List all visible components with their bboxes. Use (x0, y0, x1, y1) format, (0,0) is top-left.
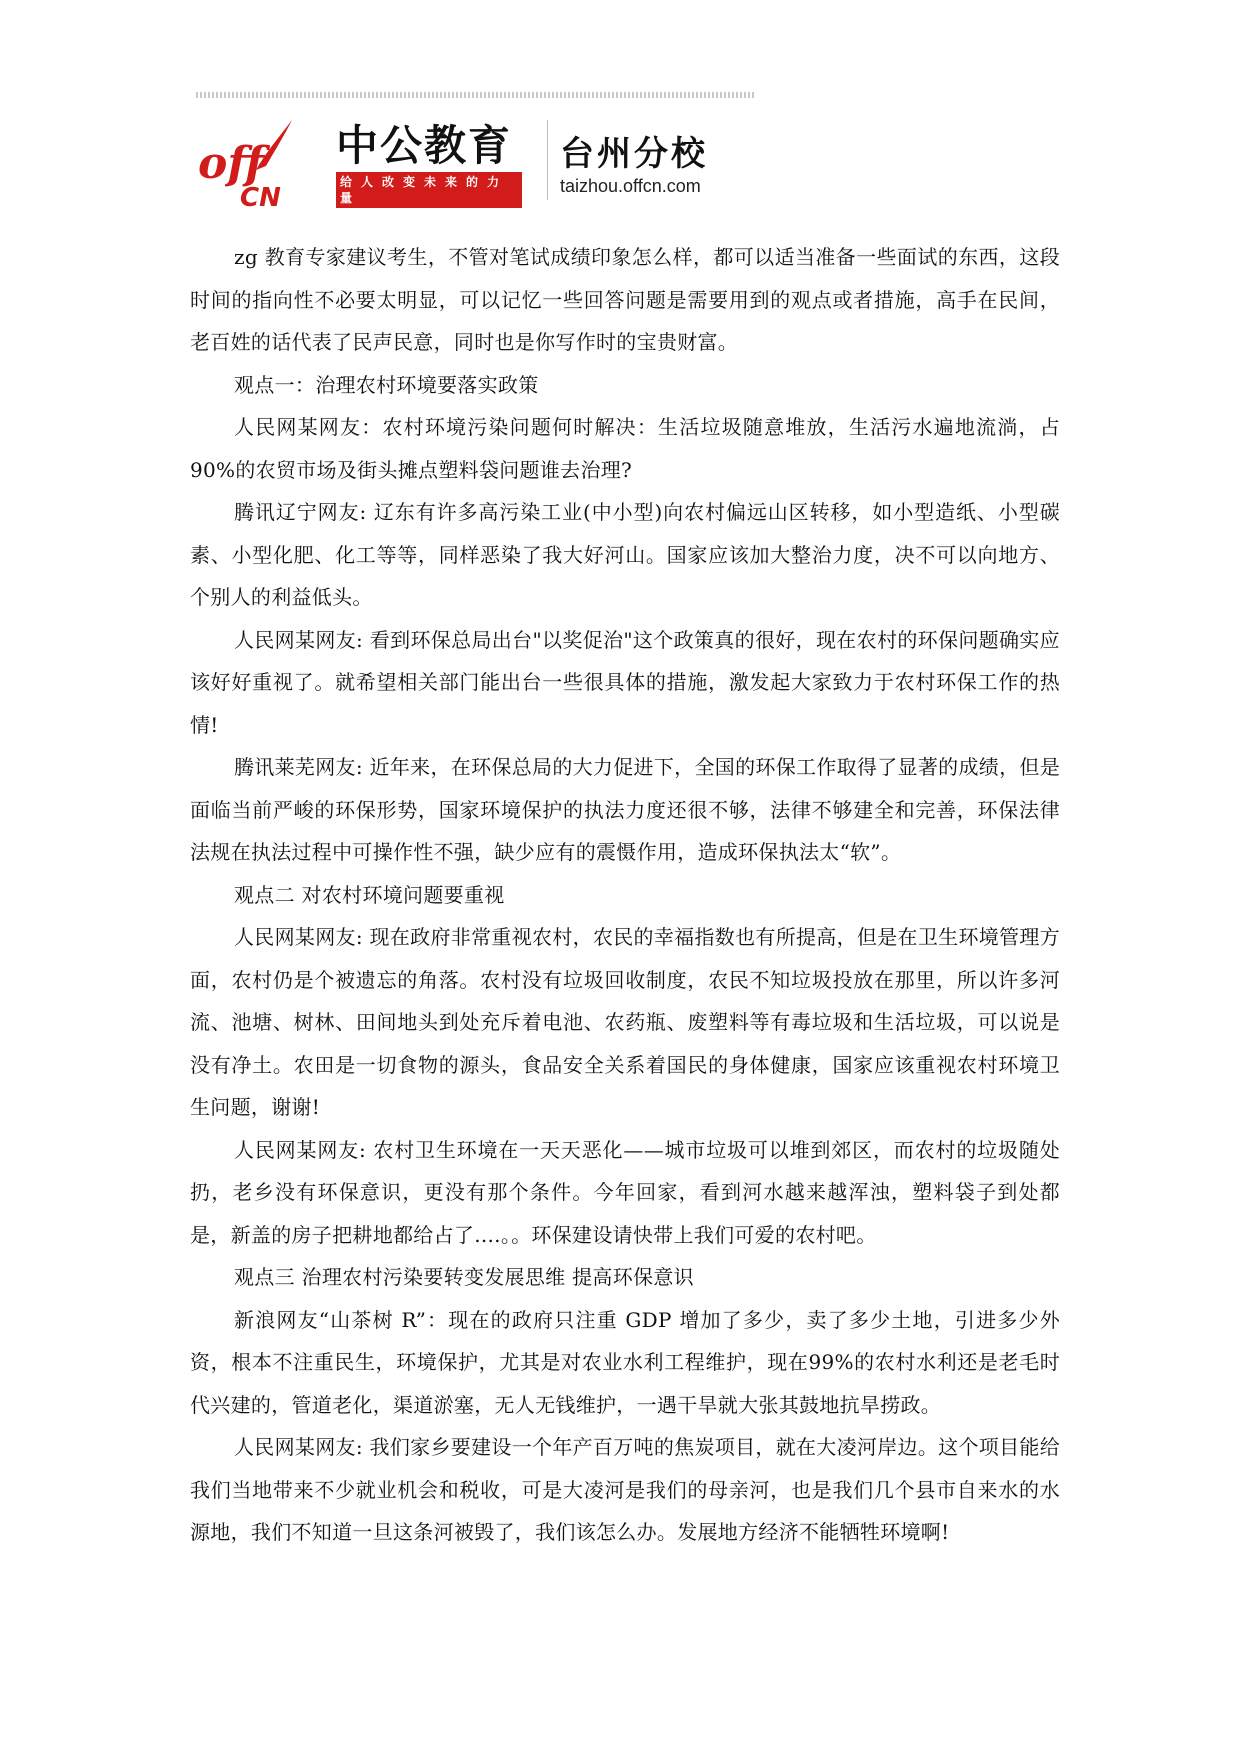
brand-slogan: 给人改变未来的力量 (336, 172, 522, 208)
comment-paragraph: 人民网某网友: 看到环保总局出台"以奖促治"这个政策真的很好，现在农村的环保问题确实应该好好重视了。就希望相关部门能出台一些很具体的措施，激发起大家致力于农村环保工作的热情! (190, 627, 1060, 737)
header-dotted-rule (196, 92, 756, 98)
article-body (190, 236, 1060, 1554)
header-divider (547, 120, 548, 200)
offcn-logo (196, 112, 346, 212)
page-header (196, 112, 756, 212)
branch-url: taizhou.offcn.com (560, 176, 701, 196)
comment-paragraph: 腾讯辽宁网友: 辽东有许多高污染工业(中小型)向农村偏远山区转移，如小型造纸、小型碳素、小型化肥、化工等等，同样恶染了我大好河山。国家应该加大整治力度，决不可以向地方、个别人的利益低头。 (190, 500, 1060, 609)
section-heading-3: 观点三 治理农村污染要转变发展思维 提高环保意识 (234, 1265, 694, 1289)
logo-text: off (198, 138, 264, 189)
comment-paragraph: 人民网某网友: 我们家乡要建设一个年产百万吨的焦炭项目，就在大凌河岸边。这个项目能给我们当地带来不少就业机会和税收，可是大凌河是我们的母亲河，也是我们几个县市自来水的水源地，我们不知道一旦这条河被毁了，我们该怎么办。发展地方经济不能牺牲环境啊! (190, 1435, 1060, 1544)
svg-text:CN: CN (240, 183, 281, 212)
section-heading-2: 观点二 对农村环境问题要重视 (234, 882, 505, 907)
comment-paragraph: 新浪网友“山茶树 R”：现在的政府只注重 GDP 增加了多少，卖了多少土地，引进多少外资，根本不注重民生，环境保护，尤其是对农业水利工程维护，现在99%的农村水利还是老毛时代兴建的，管道老化，渠道淤塞，无人无钱维护，一遇干旱就大张其鼓地抗旱捞政。 (190, 1307, 1060, 1417)
branch-name: 台州分校 (560, 134, 708, 174)
section-heading-1: 观点一：治理农村环境要落实政策 (234, 372, 539, 397)
comment-paragraph: 人民网某网友：农村环境污染问题何时解决：生活垃圾随意堆放，生活污水遍地流淌，占90%的农贸市场及街头摊点塑料袋问题谁去治理? (190, 415, 1060, 482)
comment-paragraph: 腾讯莱芜网友: 近年来，在环保总局的大力促进下，全国的环保工作取得了显著的成绩，但是面临当前严峻的环保形势，国家环境保护的执法力度还很不够，法律不够建全和完善，环保法律法规在执法过程中可操作性不强，缺少应有的震慑作用，造成环保执法太“软”。 (190, 755, 1060, 864)
brand-name: 中公教育 (336, 121, 513, 170)
intro-paragraph: zg 教育专家建议考生，不管对笔试成绩印象怎么样，都可以适当准备一些面试的东西，这段时间的指向性不必要太明显，可以记忆一些回答问题是需要用到的观点或者措施，高手在民间，老百姓的话代表了民声民意，同时也是你写作时的宝贵财富。 (190, 245, 1060, 354)
comment-paragraph: 人民网某网友: 现在政府非常重视农村，农民的幸福指数也有所提高，但是在卫生环境管理方面，农村仍是个被遗忘的角落。农村没有垃圾回收制度，农民不知垃圾投放在那里，所以许多河流、池塘、树林、田间地头到处充斥着电池、农药瓶、废塑料等有毒垃圾和生活垃圾，可以说是没有净土。农田是一切食物的源头，食品安全关系着国民的身体健康，国家应该重视农村环境卫生问题，谢谢! (190, 925, 1060, 1119)
comment-paragraph: 人民网某网友: 农村卫生环境在一天天恶化——城市垃圾可以堆到郊区，而农村的垃圾随处扔，老乡没有环保意识，更没有那个条件。今年回家，看到河水越来越浑浊，塑料袋子到处都是，新盖的房子把耕地都给占了....。。环保建设请快带上我们可爱的农村吧。 (190, 1137, 1060, 1247)
